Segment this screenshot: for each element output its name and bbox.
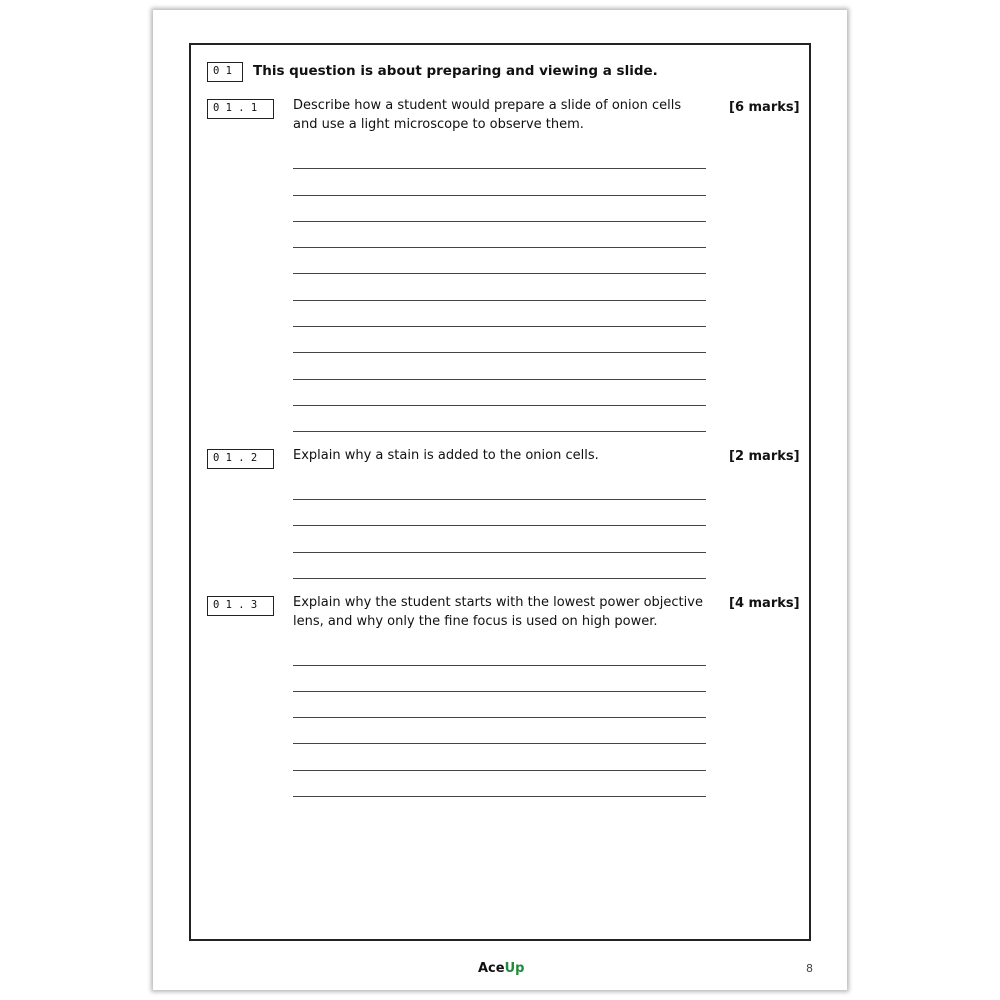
answer-line[interactable] (293, 326, 706, 327)
answer-line[interactable] (293, 770, 706, 771)
page-number: 8 (806, 962, 813, 975)
answer-line[interactable] (293, 525, 706, 526)
answer-line[interactable] (293, 195, 706, 196)
part-marks-2: [2 marks] (729, 449, 800, 464)
answer-line[interactable] (293, 578, 706, 579)
answer-line[interactable] (293, 247, 706, 248)
answer-line[interactable] (293, 717, 706, 718)
question-number-box: 0 1 (207, 62, 243, 82)
answer-line[interactable] (293, 221, 706, 222)
answer-line[interactable] (293, 168, 706, 169)
part-question-text-3: Explain why the student starts with the lowest power objective lens, and why only the fine focus is used on high power. (293, 595, 703, 629)
part-marks-1: [6 marks] (729, 100, 800, 115)
logo-prefix: Ace (478, 961, 505, 976)
answer-line[interactable] (293, 405, 706, 406)
part-marks-3: [4 marks] (729, 596, 800, 611)
answer-line[interactable] (293, 552, 706, 553)
question-heading: This question is about preparing and viewing a slide. (253, 63, 658, 79)
answer-line[interactable] (293, 431, 706, 432)
answer-line[interactable] (293, 379, 706, 380)
question-frame (189, 43, 811, 941)
part-number-box-2: 0 1 . 2 (207, 449, 274, 469)
part-question-text-1: Describe how a student would prepare a slide of onion cells and use a light microscope to observe them. (293, 98, 682, 132)
logo-suffix: Up (504, 961, 525, 976)
answer-line[interactable] (293, 665, 706, 666)
answer-line[interactable] (293, 691, 706, 692)
answer-line[interactable] (293, 499, 706, 500)
answer-line[interactable] (293, 273, 706, 274)
answer-line[interactable] (293, 743, 706, 744)
answer-line[interactable] (293, 352, 706, 353)
part-question-text-2: Explain why a stain is added to the onion cells. (293, 448, 599, 463)
answer-line[interactable] (293, 796, 706, 797)
answer-line[interactable] (293, 300, 706, 301)
part-number-box-3: 0 1 . 3 (207, 596, 274, 616)
part-number-box-1: 0 1 . 1 (207, 99, 274, 119)
aceup-logo (478, 960, 524, 978)
